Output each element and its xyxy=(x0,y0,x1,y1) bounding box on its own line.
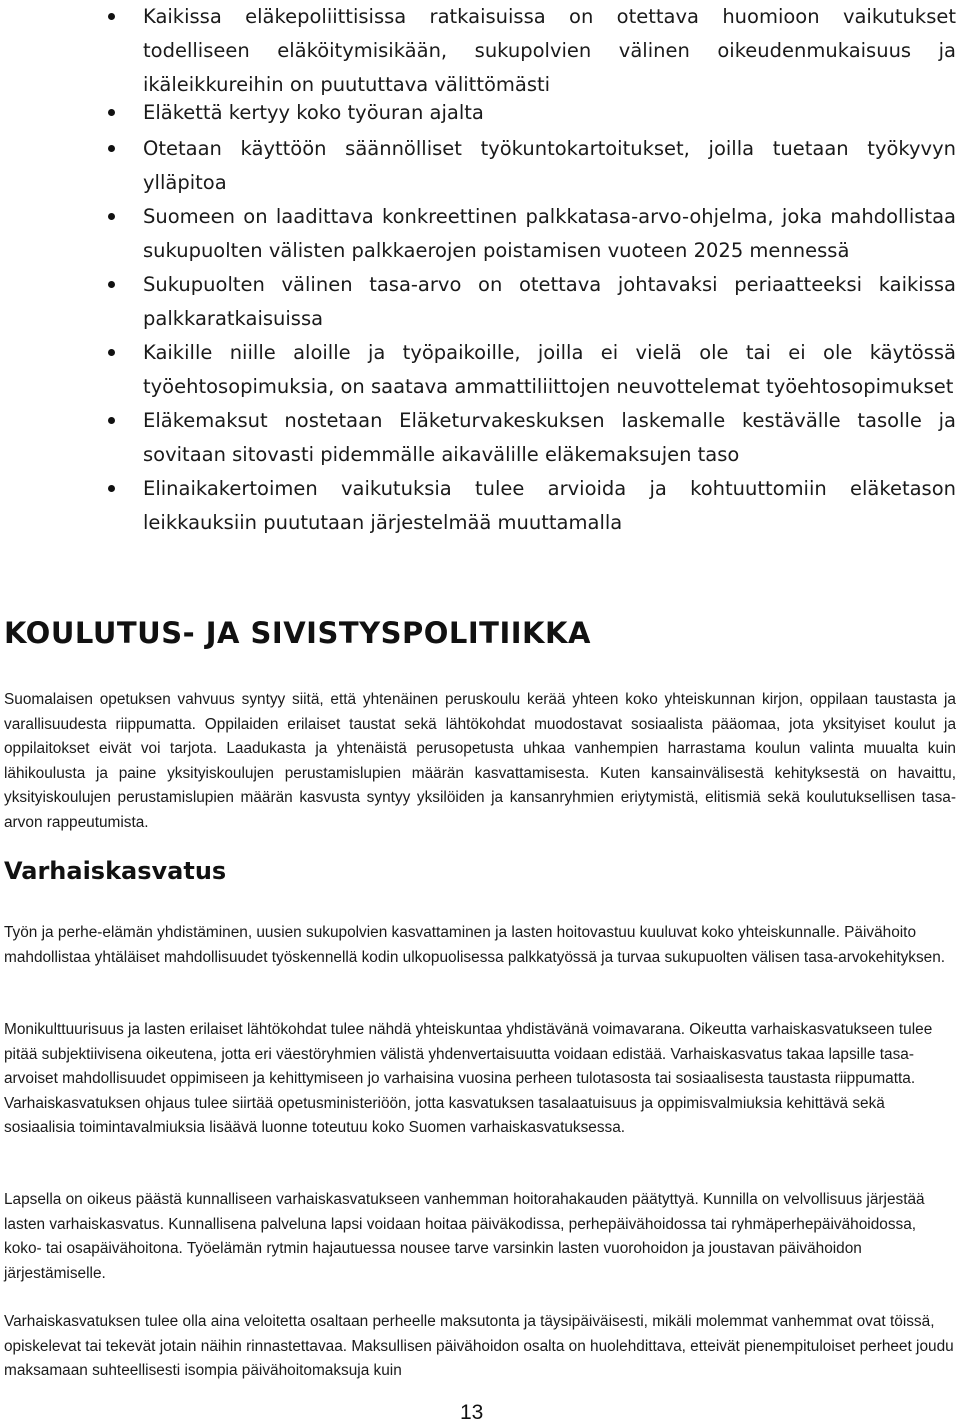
bullet-icon xyxy=(108,349,115,356)
paragraph: Varhaiskasvatuksen tulee olla aina veloitetta osaltaan perheelle maksutonta ja täysipäiväisesti, mikäli molemmat vanhemmat ovat töissä, opiskelevat tai tekevät jotain näihin rinnastettavaa. Maksullisen päivähoidon osalta on huolehdittava, etteivät pienempituloiset perheet joudu maksamaan suhteellisesti isompia päivähoitomaksuja kuin xyxy=(4,1313,954,1379)
paragraph: Monikulttuurisuus ja lasten erilaiset lähtökohdat tulee nähdä yhteiskuntaa yhdistävänä voimavarana. Oikeutta varhaiskasvatukseen tulee pitää subjektiivisena oikeutena, jotta eri väestöryhmien välistä yhdenvertaisuutta voidaan edistää. Varhaiskasvatus takaa lapsille tasa-arvoiset mahdollisuudet oppimiseen ja kehittymiseen jo varhaisina vuosina perheen tulotasosta tai sosiaalisesta taustasta riippumatta. Varhaiskasvatuksen ohjaus tulee siirtää opetusministeriöön, jotta kasvatuksen tasalaatuisuus ja oppimisvalmiuksia kehittävä sekä sosiaalisia toimintavalmiuksia lisäävä luonne toteutuu koko Suomen varhaiskasvatuksessa. xyxy=(4,1021,933,1136)
bullet-icon xyxy=(108,485,115,492)
list-item xyxy=(143,96,956,130)
list-item-text: Otetaan käyttöön säännölliset työkuntokartoitukset, joilla tuetaan työkyvyn ylläpitoa xyxy=(143,137,956,194)
list-item-text: Kaikille niille aloille ja työpaikoille, joilla ei vielä ole tai ei ole käytössä työehtosopimuksia, on saatava ammattiliittojen neuvottelemat työehtosopimukset xyxy=(143,341,956,398)
section-paragraph: Suomalaisen opetuksen vahvuus syntyy siitä, että yhtenäinen peruskoulu kerää yhteen koko yhteiskunnan kirjon, oppilaan taustasta ja varallisuudesta riippumatta. Oppilaiden erilaiset taustat sekä lähtökohdat muodostavat sosiaalista pääomaa, jota yksityiset koulut ja oppilaitokset eivät voi tarjota. Laadukasta ja yhtenäistä perusopetusta uhkaa vanhempien harrastama koulun valinta muualta kuin lähikoulusta ja paine yksityiskoulujen perustamislupien määrän kasvattamisesta. Kuten kansainvälisestä kehityksestä on havaittu, yksityiskoulujen perustamislupien määrän kasvusta syntyy yksilöiden ja kansanryhmien eriytymistä, elitismiä sekä koulutuksellisen tasa-arvon rappeutumista. xyxy=(4,691,956,831)
list-item xyxy=(143,472,956,540)
paragraph: Lapsella on oikeus päästä kunnalliseen varhaiskasvatukseen vanhemman hoitorahakauden päätyttyä. Kunnilla on velvollisuus järjestää lasten varhaiskasvatus. Kunnallisena palveluna lapsi voidaan hoitaa päiväkodissa, perhepäivähoidossa tai ryhmäperhepäivähoidossa, koko- tai osapäivähoitona. Työelämän rytmin hajautuessa nousee tarve varsinkin lasten vuorohoidon ja joustavan päivähoidon järjestämiselle. xyxy=(4,1191,925,1282)
list-item xyxy=(143,336,956,404)
list-item xyxy=(143,268,956,336)
bullet-icon xyxy=(108,109,115,116)
list-item-text: Kaikissa eläkepoliittisissa ratkaisuissa on otettava huomioon vaikutukset todelliseen eläköitymisikään, sukupolvien välinen oikeudenmukaisuus ja ikäleikkureihin on puututtava välittömästi xyxy=(143,5,956,96)
bullet-icon xyxy=(108,213,115,220)
list-item xyxy=(143,404,956,472)
list-item-text: Suomeen on laadittava konkreettinen palkkatasa-arvo-ohjelma, joka mahdollistaa sukupuolten välisten palkkaerojen poistamisen vuoteen 2025 mennessä xyxy=(143,205,956,262)
list-item xyxy=(143,0,956,102)
list-item-text: Eläkemaksut nostetaan Eläketurvakeskuksen laskemalle kestävälle tasolle ja sovitaan sitovasti pidemmälle aikavälille eläkemaksujen taso xyxy=(143,409,956,466)
bullet-icon xyxy=(108,281,115,288)
bullet-icon xyxy=(108,417,115,424)
section-title: KOULUTUS- JA SIVISTYSPOLITIIKKA xyxy=(4,616,591,650)
paragraph: Työn ja perhe-elämän yhdistäminen, uusien sukupolvien kasvattaminen ja lasten hoitovastuu kuuluvat koko yhteiskunnalle. Päivähoito mahdollistaa yhtäläiset mahdollisuudet työskennellä kodin ulkopuolisessa palkkatyössä ja turvaa sukupuolten välisen tasa-arvokehityksen. xyxy=(4,924,946,966)
list-item xyxy=(143,200,956,268)
bullet-icon xyxy=(108,13,115,20)
list-item-text: Sukupuolten välinen tasa-arvo on otettava johtavaksi periaatteeksi kaikissa palkkaratkaisuissa xyxy=(143,273,956,330)
page-number: 13 xyxy=(460,1401,484,1424)
bullet-icon xyxy=(108,145,115,152)
list-item xyxy=(143,132,956,200)
list-item-text: Eläkettä kertyy koko työuran ajalta xyxy=(143,101,484,124)
list-item-text: Elinaikakertoimen vaikutuksia tulee arvioida ja kohtuuttomiin eläketason leikkauksiin puututaan järjestelmää muuttamalla xyxy=(143,477,956,534)
subsection-title: Varhaiskasvatus xyxy=(4,857,227,885)
